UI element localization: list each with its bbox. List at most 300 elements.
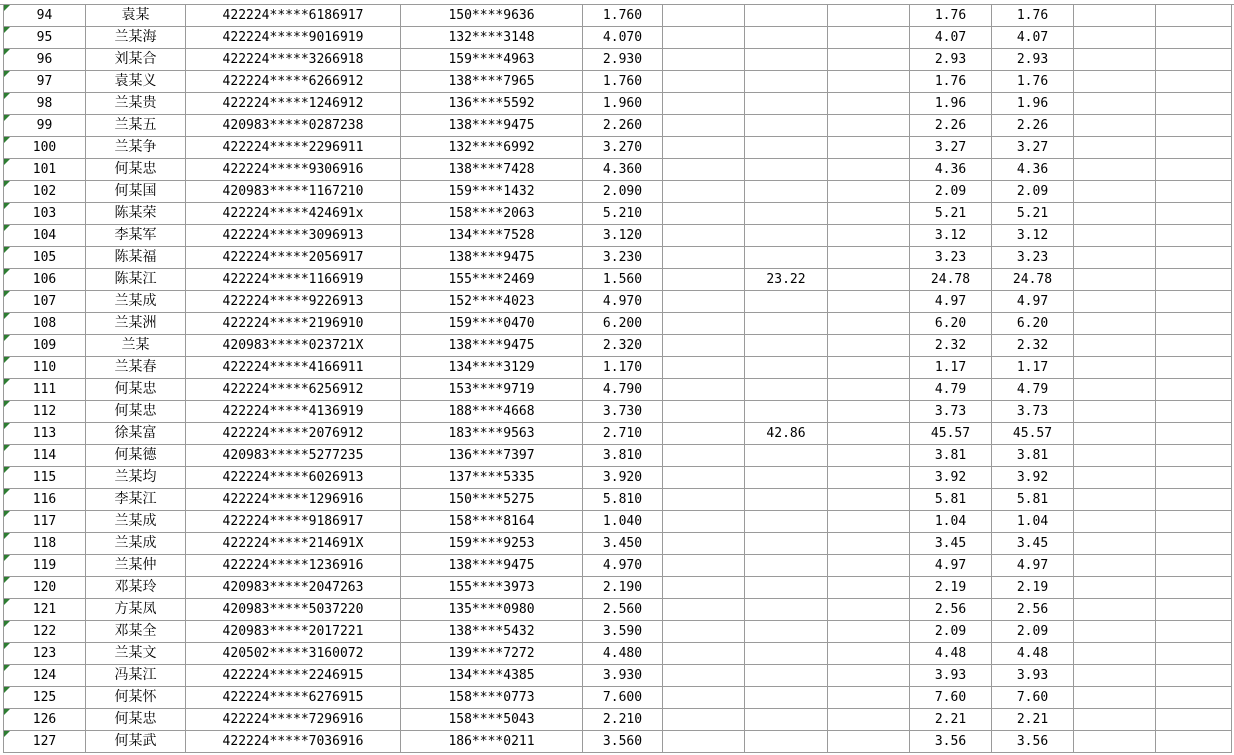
cell-col-k[interactable] [1074,181,1156,203]
cell-col-l[interactable] [1156,379,1232,401]
cell-phone[interactable]: 136****5592 [401,93,583,115]
cell-index[interactable]: 121 [4,599,86,621]
cell-name[interactable]: 兰某春 [86,357,186,379]
cell-index[interactable]: 106 [4,269,86,291]
cell-area[interactable]: 5.210 [583,203,663,225]
cell-id-number[interactable]: 422224*****3096913 [186,225,401,247]
cell-area[interactable]: 3.450 [583,533,663,555]
cell-area[interactable]: 4.360 [583,159,663,181]
cell-col-f[interactable] [663,291,745,313]
spreadsheet-grid[interactable] [3,4,1232,753]
cell-col-h[interactable] [828,137,910,159]
cell-subtotal[interactable]: 2.93 [910,49,992,71]
cell-col-f[interactable] [663,489,745,511]
cell-area[interactable]: 3.920 [583,467,663,489]
cell-name[interactable]: 袁某义 [86,71,186,93]
cell-id-number[interactable]: 422224*****4136919 [186,401,401,423]
cell-phone[interactable]: 159****9253 [401,533,583,555]
cell-index[interactable]: 117 [4,511,86,533]
cell-area[interactable]: 1.960 [583,93,663,115]
cell-col-f[interactable] [663,423,745,445]
cell-col-k[interactable] [1074,5,1156,27]
cell-col-f[interactable] [663,313,745,335]
cell-area[interactable]: 1.560 [583,269,663,291]
cell-col-f[interactable] [663,335,745,357]
cell-col-f[interactable] [663,269,745,291]
cell-col-f[interactable] [663,599,745,621]
cell-subtotal[interactable]: 2.32 [910,335,992,357]
cell-area[interactable]: 4.480 [583,643,663,665]
cell-id-number[interactable]: 422224*****1296916 [186,489,401,511]
cell-col-l[interactable] [1156,335,1232,357]
cell-phone[interactable]: 138****5432 [401,621,583,643]
cell-col-f[interactable] [663,665,745,687]
cell-total[interactable]: 4.36 [992,159,1074,181]
cell-col-k[interactable] [1074,357,1156,379]
cell-index[interactable]: 108 [4,313,86,335]
cell-col-k[interactable] [1074,511,1156,533]
cell-col-f[interactable] [663,137,745,159]
cell-col-h[interactable] [828,489,910,511]
cell-col-f[interactable] [663,71,745,93]
cell-col-h[interactable] [828,291,910,313]
cell-col-k[interactable] [1074,445,1156,467]
cell-area[interactable]: 2.210 [583,709,663,731]
cell-subtotal[interactable]: 3.12 [910,225,992,247]
cell-col-h[interactable] [828,357,910,379]
cell-extra-area[interactable] [745,445,828,467]
cell-index[interactable]: 104 [4,225,86,247]
cell-index[interactable]: 105 [4,247,86,269]
cell-id-number[interactable]: 422224*****424691x [186,203,401,225]
cell-total[interactable]: 3.81 [992,445,1074,467]
cell-name[interactable]: 兰某均 [86,467,186,489]
cell-area[interactable]: 2.710 [583,423,663,445]
cell-total[interactable]: 6.20 [992,313,1074,335]
cell-name[interactable]: 邓某玲 [86,577,186,599]
cell-id-number[interactable]: 422224*****6186917 [186,5,401,27]
cell-col-f[interactable] [663,159,745,181]
cell-area[interactable]: 4.790 [583,379,663,401]
cell-extra-area[interactable] [745,335,828,357]
cell-phone[interactable]: 159****4963 [401,49,583,71]
cell-area[interactable]: 3.730 [583,401,663,423]
cell-name[interactable]: 何某怀 [86,687,186,709]
cell-col-l[interactable] [1156,357,1232,379]
cell-col-f[interactable] [663,445,745,467]
cell-total[interactable]: 24.78 [992,269,1074,291]
cell-col-l[interactable] [1156,445,1232,467]
cell-name[interactable]: 兰某成 [86,533,186,555]
cell-col-k[interactable] [1074,313,1156,335]
cell-col-k[interactable] [1074,225,1156,247]
cell-col-h[interactable] [828,555,910,577]
cell-col-f[interactable] [663,27,745,49]
cell-phone[interactable]: 138****9475 [401,115,583,137]
cell-col-k[interactable] [1074,555,1156,577]
cell-col-f[interactable] [663,643,745,665]
cell-index[interactable]: 107 [4,291,86,313]
cell-col-l[interactable] [1156,467,1232,489]
cell-extra-area[interactable] [745,357,828,379]
cell-name[interactable]: 何某忠 [86,379,186,401]
cell-col-l[interactable] [1156,181,1232,203]
cell-col-f[interactable] [663,533,745,555]
cell-subtotal[interactable]: 3.92 [910,467,992,489]
cell-col-l[interactable] [1156,709,1232,731]
cell-extra-area[interactable] [745,49,828,71]
cell-extra-area[interactable] [745,203,828,225]
cell-subtotal[interactable]: 4.07 [910,27,992,49]
cell-total[interactable]: 4.07 [992,27,1074,49]
cell-col-h[interactable] [828,709,910,731]
cell-col-k[interactable] [1074,577,1156,599]
cell-id-number[interactable]: 422224*****1236916 [186,555,401,577]
cell-name[interactable]: 兰某贵 [86,93,186,115]
cell-col-l[interactable] [1156,49,1232,71]
cell-col-f[interactable] [663,731,745,753]
cell-col-l[interactable] [1156,665,1232,687]
cell-area[interactable]: 2.190 [583,577,663,599]
cell-index[interactable]: 94 [4,5,86,27]
cell-col-k[interactable] [1074,423,1156,445]
cell-extra-area[interactable] [745,5,828,27]
cell-col-l[interactable] [1156,93,1232,115]
cell-subtotal[interactable]: 2.19 [910,577,992,599]
cell-extra-area[interactable] [745,137,828,159]
cell-col-k[interactable] [1074,247,1156,269]
cell-extra-area[interactable] [745,27,828,49]
cell-id-number[interactable]: 420983*****5277235 [186,445,401,467]
cell-col-f[interactable] [663,379,745,401]
cell-total[interactable]: 2.32 [992,335,1074,357]
cell-col-h[interactable] [828,599,910,621]
cell-col-h[interactable] [828,533,910,555]
cell-extra-area[interactable] [745,687,828,709]
cell-index[interactable]: 95 [4,27,86,49]
cell-col-f[interactable] [663,577,745,599]
cell-id-number[interactable]: 422224*****9306916 [186,159,401,181]
cell-col-f[interactable] [663,49,745,71]
cell-index[interactable]: 97 [4,71,86,93]
cell-col-f[interactable] [663,5,745,27]
cell-col-f[interactable] [663,225,745,247]
cell-col-f[interactable] [663,93,745,115]
cell-subtotal[interactable]: 3.73 [910,401,992,423]
cell-extra-area[interactable] [745,71,828,93]
cell-total[interactable]: 1.96 [992,93,1074,115]
cell-total[interactable]: 5.81 [992,489,1074,511]
cell-id-number[interactable]: 422224*****6266912 [186,71,401,93]
cell-name[interactable]: 兰某海 [86,27,186,49]
cell-col-k[interactable] [1074,489,1156,511]
cell-col-l[interactable] [1156,269,1232,291]
cell-col-l[interactable] [1156,247,1232,269]
cell-extra-area[interactable] [745,247,828,269]
cell-index[interactable]: 113 [4,423,86,445]
cell-total[interactable]: 45.57 [992,423,1074,445]
cell-col-k[interactable] [1074,709,1156,731]
cell-subtotal[interactable]: 1.76 [910,71,992,93]
cell-area[interactable]: 3.930 [583,665,663,687]
cell-col-f[interactable] [663,247,745,269]
cell-phone[interactable]: 158****0773 [401,687,583,709]
cell-name[interactable]: 兰某 [86,335,186,357]
cell-area[interactable]: 6.200 [583,313,663,335]
cell-name[interactable]: 陈某荣 [86,203,186,225]
cell-extra-area[interactable] [745,291,828,313]
cell-col-k[interactable] [1074,533,1156,555]
cell-col-k[interactable] [1074,687,1156,709]
cell-col-l[interactable] [1156,27,1232,49]
cell-id-number[interactable]: 422224*****7036916 [186,731,401,753]
cell-subtotal[interactable]: 45.57 [910,423,992,445]
cell-extra-area[interactable] [745,643,828,665]
cell-total[interactable]: 4.48 [992,643,1074,665]
cell-col-k[interactable] [1074,203,1156,225]
cell-phone[interactable]: 136****7397 [401,445,583,467]
cell-extra-area[interactable] [745,511,828,533]
cell-total[interactable]: 3.73 [992,401,1074,423]
cell-index[interactable]: 102 [4,181,86,203]
cell-col-h[interactable] [828,115,910,137]
cell-area[interactable]: 4.970 [583,555,663,577]
cell-index[interactable]: 116 [4,489,86,511]
cell-phone[interactable]: 135****0980 [401,599,583,621]
cell-phone[interactable]: 188****4668 [401,401,583,423]
cell-subtotal[interactable]: 1.17 [910,357,992,379]
cell-col-k[interactable] [1074,621,1156,643]
cell-extra-area[interactable] [745,731,828,753]
cell-name[interactable]: 何某忠 [86,709,186,731]
cell-id-number[interactable]: 422224*****2076912 [186,423,401,445]
cell-col-h[interactable] [828,423,910,445]
cell-phone[interactable]: 186****0211 [401,731,583,753]
cell-id-number[interactable]: 422224*****1246912 [186,93,401,115]
cell-subtotal[interactable]: 4.97 [910,291,992,313]
cell-name[interactable]: 何某德 [86,445,186,467]
cell-total[interactable]: 3.92 [992,467,1074,489]
cell-subtotal[interactable]: 4.97 [910,555,992,577]
cell-col-h[interactable] [828,335,910,357]
cell-name[interactable]: 袁某 [86,5,186,27]
cell-col-h[interactable] [828,379,910,401]
cell-name[interactable]: 何某忠 [86,159,186,181]
cell-subtotal[interactable]: 3.81 [910,445,992,467]
cell-col-l[interactable] [1156,401,1232,423]
cell-col-k[interactable] [1074,599,1156,621]
cell-phone[interactable]: 159****1432 [401,181,583,203]
cell-id-number[interactable]: 422224*****9226913 [186,291,401,313]
cell-area[interactable]: 1.040 [583,511,663,533]
cell-extra-area[interactable] [745,401,828,423]
cell-col-h[interactable] [828,247,910,269]
cell-col-h[interactable] [828,71,910,93]
cell-col-h[interactable] [828,93,910,115]
cell-subtotal[interactable]: 3.93 [910,665,992,687]
cell-phone[interactable]: 152****4023 [401,291,583,313]
cell-name[interactable]: 兰某成 [86,291,186,313]
cell-col-f[interactable] [663,357,745,379]
cell-total[interactable]: 3.93 [992,665,1074,687]
cell-name[interactable]: 刘某合 [86,49,186,71]
cell-subtotal[interactable]: 3.23 [910,247,992,269]
cell-phone[interactable]: 139****7272 [401,643,583,665]
cell-phone[interactable]: 134****7528 [401,225,583,247]
cell-col-h[interactable] [828,203,910,225]
cell-col-h[interactable] [828,511,910,533]
cell-name[interactable]: 兰某争 [86,137,186,159]
cell-phone[interactable]: 138****9475 [401,335,583,357]
cell-col-k[interactable] [1074,467,1156,489]
cell-area[interactable]: 2.560 [583,599,663,621]
cell-extra-area[interactable] [745,555,828,577]
cell-total[interactable]: 4.97 [992,291,1074,313]
cell-extra-area[interactable] [745,621,828,643]
cell-phone[interactable]: 138****9475 [401,247,583,269]
cell-col-h[interactable] [828,401,910,423]
cell-id-number[interactable]: 422224*****1166919 [186,269,401,291]
cell-col-f[interactable] [663,115,745,137]
cell-name[interactable]: 徐某富 [86,423,186,445]
cell-subtotal[interactable]: 2.26 [910,115,992,137]
cell-phone[interactable]: 137****5335 [401,467,583,489]
cell-id-number[interactable]: 420983*****023721X [186,335,401,357]
cell-col-h[interactable] [828,577,910,599]
cell-index[interactable]: 111 [4,379,86,401]
cell-id-number[interactable]: 422224*****2296911 [186,137,401,159]
cell-index[interactable]: 124 [4,665,86,687]
cell-col-k[interactable] [1074,665,1156,687]
cell-col-l[interactable] [1156,511,1232,533]
cell-col-h[interactable] [828,225,910,247]
cell-id-number[interactable]: 422224*****2056917 [186,247,401,269]
cell-total[interactable]: 7.60 [992,687,1074,709]
cell-phone[interactable]: 158****2063 [401,203,583,225]
cell-total[interactable]: 2.09 [992,181,1074,203]
cell-extra-area[interactable] [745,181,828,203]
cell-index[interactable]: 112 [4,401,86,423]
cell-col-k[interactable] [1074,115,1156,137]
cell-col-h[interactable] [828,643,910,665]
cell-phone[interactable]: 159****0470 [401,313,583,335]
cell-col-f[interactable] [663,687,745,709]
cell-id-number[interactable]: 422224*****2196910 [186,313,401,335]
cell-col-l[interactable] [1156,555,1232,577]
cell-total[interactable]: 3.23 [992,247,1074,269]
cell-name[interactable]: 何某国 [86,181,186,203]
cell-name[interactable]: 陈某江 [86,269,186,291]
cell-index[interactable]: 127 [4,731,86,753]
cell-col-l[interactable] [1156,313,1232,335]
cell-col-l[interactable] [1156,687,1232,709]
cell-index[interactable]: 98 [4,93,86,115]
cell-name[interactable]: 兰某五 [86,115,186,137]
cell-total[interactable]: 1.04 [992,511,1074,533]
cell-index[interactable]: 119 [4,555,86,577]
cell-subtotal[interactable]: 3.56 [910,731,992,753]
cell-total[interactable]: 4.97 [992,555,1074,577]
cell-index[interactable]: 120 [4,577,86,599]
cell-col-k[interactable] [1074,93,1156,115]
cell-subtotal[interactable]: 2.21 [910,709,992,731]
cell-id-number[interactable]: 422224*****6276915 [186,687,401,709]
cell-phone[interactable]: 158****5043 [401,709,583,731]
cell-subtotal[interactable]: 5.21 [910,203,992,225]
cell-name[interactable]: 李某江 [86,489,186,511]
cell-total[interactable]: 2.93 [992,49,1074,71]
cell-area[interactable]: 3.590 [583,621,663,643]
cell-id-number[interactable]: 422224*****9186917 [186,511,401,533]
cell-phone[interactable]: 132****3148 [401,27,583,49]
cell-area[interactable]: 2.320 [583,335,663,357]
cell-subtotal[interactable]: 2.09 [910,621,992,643]
cell-id-number[interactable]: 422224*****6256912 [186,379,401,401]
cell-total[interactable]: 2.21 [992,709,1074,731]
cell-subtotal[interactable]: 1.04 [910,511,992,533]
cell-area[interactable]: 4.070 [583,27,663,49]
cell-subtotal[interactable]: 7.60 [910,687,992,709]
cell-col-k[interactable] [1074,159,1156,181]
cell-area[interactable]: 4.970 [583,291,663,313]
cell-col-k[interactable] [1074,379,1156,401]
cell-col-h[interactable] [828,313,910,335]
cell-subtotal[interactable]: 5.81 [910,489,992,511]
cell-name[interactable]: 兰某文 [86,643,186,665]
cell-phone[interactable]: 158****8164 [401,511,583,533]
cell-subtotal[interactable]: 3.27 [910,137,992,159]
cell-area[interactable]: 2.090 [583,181,663,203]
cell-name[interactable]: 李某军 [86,225,186,247]
cell-total[interactable]: 2.26 [992,115,1074,137]
cell-col-k[interactable] [1074,643,1156,665]
cell-total[interactable]: 2.56 [992,599,1074,621]
cell-area[interactable]: 7.600 [583,687,663,709]
cell-col-l[interactable] [1156,577,1232,599]
cell-subtotal[interactable]: 6.20 [910,313,992,335]
cell-col-f[interactable] [663,621,745,643]
cell-phone[interactable]: 134****4385 [401,665,583,687]
cell-col-h[interactable] [828,269,910,291]
cell-total[interactable]: 3.56 [992,731,1074,753]
cell-name[interactable]: 邓某全 [86,621,186,643]
cell-area[interactable]: 1.760 [583,71,663,93]
cell-phone[interactable]: 150****9636 [401,5,583,27]
cell-id-number[interactable]: 422224*****6026913 [186,467,401,489]
cell-name[interactable]: 冯某江 [86,665,186,687]
cell-id-number[interactable]: 422224*****2246915 [186,665,401,687]
cell-id-number[interactable]: 420983*****0287238 [186,115,401,137]
cell-id-number[interactable]: 422224*****214691X [186,533,401,555]
cell-area[interactable]: 2.260 [583,115,663,137]
cell-name[interactable]: 兰某仲 [86,555,186,577]
cell-col-l[interactable] [1156,489,1232,511]
cell-col-k[interactable] [1074,137,1156,159]
cell-col-l[interactable] [1156,159,1232,181]
cell-col-h[interactable] [828,181,910,203]
cell-total[interactable]: 2.09 [992,621,1074,643]
cell-index[interactable]: 115 [4,467,86,489]
cell-id-number[interactable]: 420983*****1167210 [186,181,401,203]
cell-area[interactable]: 5.810 [583,489,663,511]
cell-name[interactable]: 何某忠 [86,401,186,423]
cell-extra-area[interactable] [745,709,828,731]
cell-index[interactable]: 122 [4,621,86,643]
cell-area[interactable]: 3.810 [583,445,663,467]
cell-col-k[interactable] [1074,269,1156,291]
cell-extra-area[interactable] [745,599,828,621]
cell-col-l[interactable] [1156,5,1232,27]
